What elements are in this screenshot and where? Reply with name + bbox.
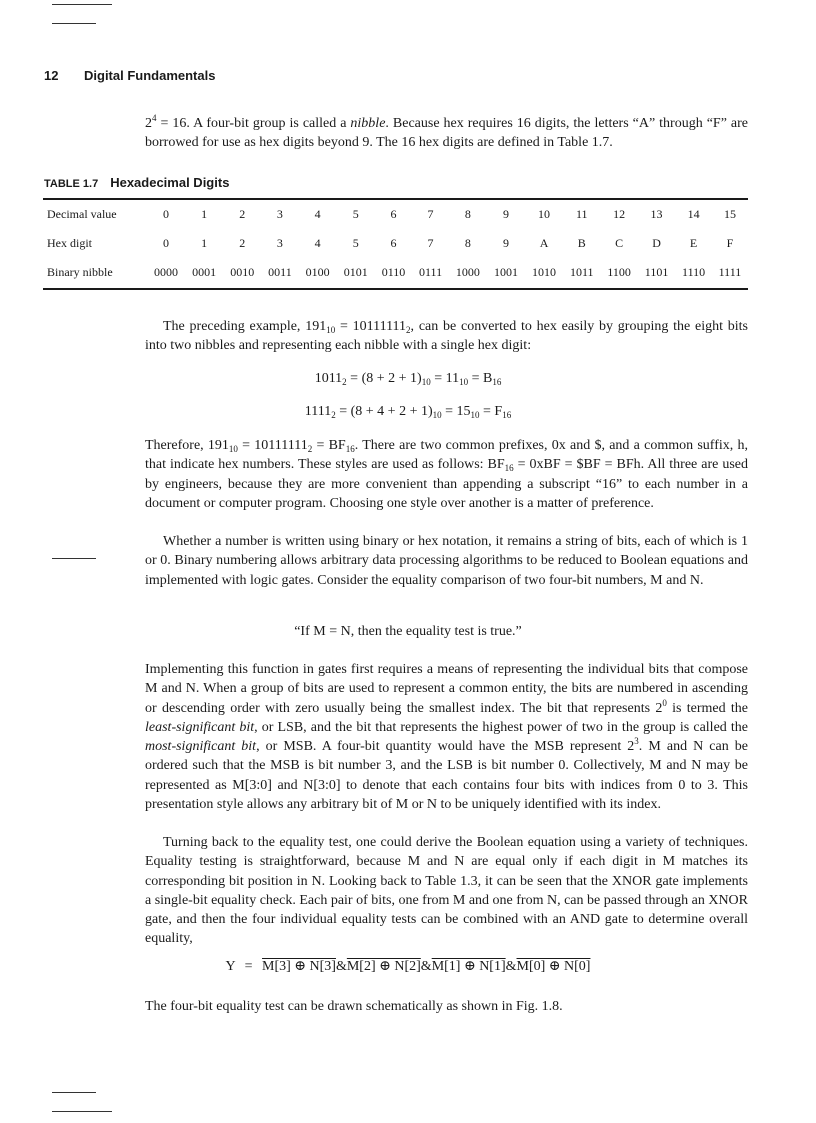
- table-cell: 2: [239, 207, 246, 221]
- table-cell: E: [689, 236, 698, 250]
- table-cell: 0: [163, 207, 170, 221]
- subscript: 10: [432, 410, 442, 420]
- table-cell: 1: [201, 207, 208, 221]
- table-cell: 0011: [268, 265, 292, 279]
- row-label: Decimal value: [47, 207, 117, 221]
- crop-mark-top-2: [52, 23, 96, 24]
- text-run: . There are two common prefixes, 0x and $, and a common suffix, h, that indicate hex numbers. These styles are used as follows: BF: [145, 438, 748, 473]
- subscript: 10: [326, 325, 336, 335]
- table-cell: 2: [239, 236, 246, 250]
- table-cell: 1010: [532, 265, 557, 279]
- text-run: Implementing this function in gates first requires a means of representing the individual bits that compose M and N. When a group of bits are used to represent a common entity, the bits are numbered in ascending or descending order with zero usually being the smallest index. The bit that represents 2: [145, 662, 748, 716]
- table-cell: 3: [276, 236, 283, 250]
- paragraph-binary-notation: Whether a number is written using binary or hex notation, it remains a string of bits, each of which is 1 or 0. Binary numbering allows arbitrary data processing algorithms to be reduced to Boolean equations and implemented with logic gates. Consider the equality comparison of two four-bit numbers, M and N.: [145, 534, 748, 588]
- table-cell: 8: [464, 207, 471, 221]
- table-cell: 11: [575, 207, 588, 221]
- table-bottom-rule: [43, 288, 748, 290]
- text-run: . Because hex requires 16 digits, the letters “A” through “F” are borrowed for use as hex digits beyond 9. The 16 hex digits are defined in Table 1.7.: [145, 116, 748, 151]
- table-cell: 4: [314, 207, 321, 221]
- table-cell: 9: [502, 236, 509, 250]
- table-cell: 15: [723, 207, 736, 221]
- table-cell: 1101: [644, 265, 669, 279]
- table-cell: 5: [352, 236, 359, 250]
- table-cell: C: [615, 236, 624, 250]
- equation-nibble-f: [0, 404, 816, 420]
- table-cell: 0010: [230, 265, 255, 279]
- table-cell: 13: [650, 207, 663, 221]
- text-run: 1111: [304, 404, 332, 419]
- table-cell: 1111: [718, 265, 742, 279]
- table-cell: 1000: [455, 265, 480, 279]
- term-msb: most-significant bit: [145, 739, 257, 755]
- subscript: 16: [345, 444, 355, 454]
- text-run: = 10111111: [335, 319, 407, 334]
- equality-quote: “If M = N, then the equality test is true.”: [294, 624, 522, 639]
- text-run: = (8 + 2 + 1): [346, 371, 422, 386]
- equation-lhs: Y: [225, 959, 236, 974]
- crop-mark-bottom-2: [52, 1111, 112, 1112]
- text-run: = F: [479, 404, 503, 419]
- table-cell: D: [652, 236, 661, 250]
- table-row: [43, 200, 748, 229]
- text-run: , or LSB, and the bit that represents the highest power of two in the group is called the: [254, 719, 748, 735]
- table-cell: 3: [276, 207, 283, 221]
- table-cell: 14: [687, 207, 700, 221]
- subscript: 2: [342, 377, 347, 387]
- table-cell: 1100: [607, 265, 631, 279]
- table-cell: 10: [538, 207, 551, 221]
- table-cell: B: [577, 236, 586, 250]
- table-row: [43, 229, 748, 258]
- table-cell: 1011: [569, 265, 594, 279]
- crop-mark-bottom-1: [52, 1092, 96, 1093]
- table-cell: 12: [613, 207, 626, 221]
- text-run: The preceding example, 191: [163, 319, 327, 334]
- table-cell: 1110: [682, 265, 706, 279]
- superscript: 0: [662, 697, 667, 708]
- crop-mark-top-1: [52, 4, 112, 5]
- text-run: = 16. A four-bit group is called a: [156, 116, 351, 131]
- equation-equals: =: [244, 959, 253, 974]
- hex-digits-table: [43, 200, 748, 287]
- text-run: , can be converted to hex easily by grouping the eight bits into two nibbles and representing each nibble with a single hex digit:: [145, 319, 748, 354]
- table-cell: 0001: [192, 265, 217, 279]
- table-caption: [44, 175, 229, 190]
- table-cell: 0: [163, 236, 170, 250]
- text-run: = B: [468, 371, 493, 386]
- table-title: Hexadecimal Digits: [110, 175, 230, 190]
- text-run: , or MSB. A four-bit quantity would have the MSB represent 2: [256, 739, 635, 755]
- row-label: Binary nibble: [47, 265, 113, 279]
- subscript: 16: [502, 410, 512, 420]
- and-operator: &: [420, 959, 432, 974]
- table-cell: F: [726, 236, 734, 250]
- text-run: = 0xBF = $BF = BFh. All three are used by engineers, because they are more convenient than appending a subscript “16” to each number in a document or computer program. Choosing one style over another is a matter of preference.: [145, 457, 748, 511]
- page-number: 12: [44, 68, 59, 83]
- text-run: 2: [145, 116, 152, 131]
- xnor-term-3: M[3] ⊕ N[3]: [262, 959, 336, 974]
- table-label: TABLE 1.7: [44, 178, 99, 190]
- row-label: Hex digit: [47, 236, 92, 250]
- table-cell: 0100: [305, 265, 330, 279]
- subscript: 16: [492, 377, 502, 387]
- subscript: 2: [307, 444, 313, 454]
- paragraph-equality-test: Turning back to the equality test, one could derive the Boolean equation using a variety of techniques. Equality testing is straightforward, because M and N are equal only if each digit in M matches its corresponding bit position in N. Looking back to Table 1.3, it can be seen that the XNOR gate implements a single-bit equality check. Each pair of bits, one from M and one from N, can be passed through an XNOR gate, and then the four individual equality tests can be combined with an AND gate to determine overall equality,: [145, 835, 748, 947]
- and-operator: &: [335, 959, 347, 974]
- text-run: = 11: [430, 371, 460, 386]
- subscript: 10: [459, 377, 469, 387]
- chapter-title: Digital Fundamentals: [84, 68, 216, 83]
- paragraph-hex-prefixes: [145, 436, 748, 513]
- table-cell: A: [539, 236, 549, 250]
- crop-mark-middle: [52, 558, 96, 559]
- text-run: . M and N can be ordered such that the MSB is bit number 3, and the LSB is bit number 0. Collectively, M and N may be represented as M[3:0] and N[3:0] to denote that each contains four bits with indices from 0 to 3. This presentation style allows any arbitrary bit of M or N to be uniquely identified with its index.: [145, 739, 749, 813]
- table-row: [43, 258, 748, 287]
- text-run: = BF: [312, 438, 346, 453]
- table-cell: 6: [390, 207, 397, 221]
- table-cell: 0111: [418, 265, 443, 279]
- subscript: 2: [406, 325, 411, 335]
- and-operator: &: [505, 959, 517, 974]
- table-cell: 8: [464, 236, 471, 250]
- table-cell: 0110: [381, 265, 406, 279]
- equation-nibble-b: [0, 371, 816, 387]
- boolean-equation: [0, 958, 816, 975]
- text-run: Therefore, 191: [145, 438, 229, 453]
- text-run: is termed the: [666, 700, 748, 716]
- paragraph-bit-ordering: [145, 660, 748, 814]
- table-cell: 1: [201, 236, 208, 250]
- subscript: 16: [504, 463, 514, 474]
- text-run: = 10111111: [237, 438, 308, 453]
- running-head: [44, 68, 215, 83]
- table-cell: 9: [502, 207, 509, 221]
- table-cell: 0101: [343, 265, 368, 279]
- paragraph-schematic-ref: The four-bit equality test can be drawn schematically as shown in Fig. 1.8.: [145, 999, 563, 1014]
- xnor-term-0: M[0] ⊕ N[0]: [516, 959, 591, 974]
- subscript: 10: [228, 444, 238, 454]
- term-nibble: nibble: [350, 116, 386, 131]
- xnor-term-2: M[2] ⊕ N[2]: [346, 959, 421, 974]
- table-cell: 5: [352, 207, 359, 221]
- table-cell: 1001: [493, 265, 518, 279]
- text-run: 1011: [314, 371, 343, 386]
- text-run: = 15: [441, 404, 471, 419]
- subscript: 10: [421, 377, 431, 387]
- paragraph-nibble: [145, 114, 748, 153]
- table-cell: 6: [390, 236, 397, 250]
- superscript: 3: [634, 736, 639, 747]
- table-cell: 4: [314, 236, 321, 250]
- text-run: = (8 + 4 + 2 + 1): [335, 404, 433, 419]
- subscript: 10: [470, 410, 480, 420]
- xnor-term-1: M[1] ⊕ N[1]: [431, 959, 506, 974]
- subscript: 2: [331, 410, 336, 420]
- table-cell: 7: [427, 236, 434, 250]
- table-cell: 0000: [154, 265, 179, 279]
- term-lsb: least-significant bit: [145, 719, 255, 735]
- table-cell: 7: [427, 207, 434, 221]
- superscript: 4: [152, 113, 157, 123]
- paragraph-preceding-example: [145, 317, 748, 356]
